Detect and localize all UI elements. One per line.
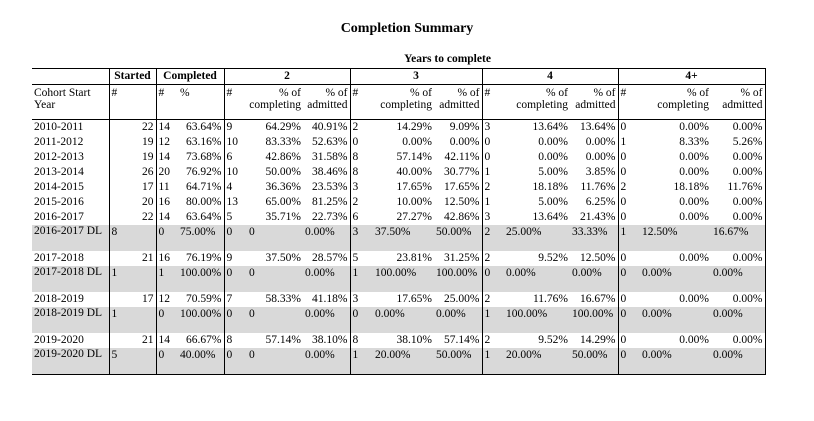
y4plus-pct-completing-cell: 18.18% [673, 181, 709, 193]
cohort-year-cell: 2012-2013 [32, 150, 109, 165]
y4plus-pct-admitted-cell: 0.00% [711, 165, 765, 180]
y4-count-cell: 2 [484, 334, 491, 346]
y4-pct-admitted-cell: 0.00% [570, 150, 618, 165]
y3-pct-completing-cell: 23.81% [396, 252, 432, 264]
group-header-4plus: 4+ [618, 69, 765, 85]
y2-pct-admitted-cell: 31.58% [303, 150, 350, 165]
y3-count-cell: 5 [352, 252, 359, 264]
completed-count-cell: 20 [158, 166, 170, 178]
y4plus-count-cell: 0 [618, 348, 640, 375]
y3-pct-admitted-cell: 50.00% [434, 225, 482, 251]
cohort-year-cell: 2018-2019 DL [32, 307, 109, 333]
y3-pct-completing-cell: 37.50% [373, 225, 434, 251]
y4-pct-completing-cell: 25.00% [504, 225, 570, 251]
completed-pct-cell: 76.92% [178, 165, 224, 180]
y2-pct-admitted-cell: 22.73% [303, 210, 350, 225]
y3-count-cell: 6 [352, 211, 359, 223]
completed-count-cell: 14 [158, 121, 170, 133]
y4plus-count-cell: 0 [620, 121, 627, 133]
y3-pct-admitted-cell: 17.65% [434, 180, 482, 195]
completed-count-cell: 12 [158, 136, 170, 148]
y4plus-count-cell: 0 [620, 252, 627, 264]
y3-pct-admitted-cell: 25.00% [434, 292, 482, 307]
completed-pct-cell: 76.19% [178, 251, 224, 266]
y4-count-cell: 1 [482, 348, 504, 375]
y3-count-cell: 1 [350, 348, 373, 375]
y4-count-cell: 0 [484, 151, 491, 163]
y4-pct-admitted-cell: 21.43% [570, 210, 618, 225]
completed-pct-cell: 40.00% [178, 348, 224, 375]
completed-pct-cell: 66.67% [178, 333, 224, 348]
y3-pct-completing-cell: 0.00% [373, 307, 434, 333]
y3-pct-completing-cell: 100.00% [373, 266, 434, 292]
y4-pct-admitted-cell: 13.64% [570, 120, 618, 136]
y4plus-pct-completing-cell: 0.00% [640, 266, 711, 292]
y4plus-pct-completing-cell: 12.50% [640, 225, 711, 251]
y2-count-header: # [224, 85, 247, 120]
y4-count-cell: 0 [482, 266, 504, 292]
completed-count-header: # [156, 85, 178, 120]
y4-pct-completing-cell: 11.76% [532, 293, 568, 305]
y2-pct-admitted-cell: 23.53% [303, 180, 350, 195]
y3-pct-admitted-cell: 0.00% [434, 307, 482, 333]
completed-count-cell: 16 [158, 252, 170, 264]
y2-count-cell: 8 [226, 334, 233, 346]
y4plus-pct-completing-cell: 0.00% [679, 121, 709, 133]
y4-pct-admitted-cell: 16.67% [570, 292, 618, 307]
completed-pct-cell: 63.16% [178, 135, 224, 150]
cohort-year-cell: 2018-2019 [32, 292, 109, 307]
y3-count-cell: 3 [350, 225, 373, 251]
cohort-start-year-header: Cohort Start Year [32, 85, 109, 120]
y2-pct-completing-cell: 0 [247, 225, 303, 251]
y4plus-pct-completing-cell: 0.00% [679, 196, 709, 208]
y4plus-pct-admitted-cell: 0.00% [711, 150, 765, 165]
y2-count-cell: 0 [224, 225, 247, 251]
y4plus-count-cell: 0 [620, 151, 627, 163]
page-title: Completion Summary [340, 21, 474, 36]
y4plus-count-cell: 0 [620, 196, 627, 208]
y4-count-cell: 1 [484, 196, 491, 208]
table-row [32, 195, 765, 210]
y2-count-cell: 0 [224, 348, 247, 375]
started-cell: 17 [109, 292, 156, 307]
y3-pct-completing-cell: 57.14% [396, 151, 432, 163]
y2-pct-completing-cell: 0 [247, 307, 303, 333]
table-row [32, 251, 765, 266]
corner-cell [32, 69, 109, 85]
y3-pct-completing-cell: 27.27% [396, 211, 432, 223]
cohort-year-cell: 2015-2016 [32, 195, 109, 210]
y4plus-pct-admitted-cell: 0.00% [711, 307, 765, 333]
started-cell: 17 [109, 180, 156, 195]
y4plus-pct-completing-cell: 0.00% [640, 348, 711, 375]
y2-pct-completing-cell: 83.33% [265, 136, 301, 148]
y4-count-cell: 2 [484, 181, 491, 193]
y3-pct-completing-cell: 17.65% [396, 181, 432, 193]
y4plus-pct-completing-cell: 0.00% [679, 252, 709, 264]
years-to-complete-heading: Years to complete [404, 53, 491, 65]
started-cell: 21 [109, 333, 156, 348]
y2-count-cell: 0 [224, 307, 247, 333]
y4plus-pct-admitted-cell: 0.00% [711, 195, 765, 210]
started-cell: 19 [109, 150, 156, 165]
y3-pct-admitted-cell: 31.25% [434, 251, 482, 266]
cohort-year-cell: 2013-2014 [32, 165, 109, 180]
y3-pct-admitted-cell: 0.00% [434, 135, 482, 150]
table-row [32, 135, 765, 150]
completed-pct-header: % [178, 85, 224, 120]
y4-count-cell: 2 [484, 252, 491, 264]
started-cell: 26 [109, 165, 156, 180]
y4plus-pct-completing-cell: 0.00% [679, 166, 709, 178]
y2-pct-admitted-cell: 0.00% [303, 307, 350, 333]
y4-pct-completing-cell: 5.00% [538, 166, 568, 178]
y3-pct-admitted-cell: 100.00% [434, 266, 482, 292]
cohort-year-cell: 2016-2017 [32, 210, 109, 225]
y3-pct-completing-cell: 40.00% [396, 166, 432, 178]
y2-pct-completing-cell: 35.71% [265, 211, 301, 223]
y3-count-cell: 8 [352, 334, 359, 346]
y2-count-cell: 4 [226, 181, 233, 193]
cohort-year-cell: 2019-2020 [32, 333, 109, 348]
y4plus-count-cell: 0 [618, 307, 640, 333]
y4plus-pct-completing-cell: 0.00% [679, 334, 709, 346]
y4-pct-admitted-cell: 100.00% [570, 307, 618, 333]
y4-count-cell: 3 [484, 211, 491, 223]
y4-pct-completing-cell: 0.00% [538, 151, 568, 163]
started-cell: 1 [109, 266, 156, 292]
completed-pct-cell: 100.00% [178, 307, 224, 333]
y3-count-cell: 1 [350, 266, 373, 292]
y4plus-pct-completing-header: % of completing [640, 85, 711, 120]
completed-count-cell: 0 [156, 307, 178, 333]
y4-pct-completing-cell: 0.00% [538, 136, 568, 148]
group-header-3: 3 [350, 69, 482, 85]
y4-count-cell: 1 [484, 166, 491, 178]
y2-pct-completing-cell: 65.00% [265, 196, 301, 208]
y3-pct-completing-cell: 0.00% [402, 136, 432, 148]
y3-pct-completing-cell: 10.00% [396, 196, 432, 208]
y4plus-pct-completing-cell: 8.33% [679, 136, 709, 148]
y2-pct-completing-cell: 36.36% [265, 181, 301, 193]
y3-pct-completing-cell: 14.29% [396, 121, 432, 133]
y4-pct-completing-cell: 9.52% [538, 252, 568, 264]
y4plus-pct-admitted-cell: 0.00% [711, 210, 765, 225]
y3-pct-admitted-cell: 50.00% [434, 348, 482, 375]
completed-pct-cell: 75.00% [178, 225, 224, 251]
y4-pct-admitted-cell: 0.00% [570, 135, 618, 150]
table-row [32, 307, 765, 333]
started-cell: 5 [109, 348, 156, 375]
table-row [32, 292, 765, 307]
completed-count-cell: 0 [156, 225, 178, 251]
y4plus-pct-admitted-cell: 0.00% [711, 266, 765, 292]
table-row [32, 333, 765, 348]
y4plus-count-cell: 0 [620, 211, 627, 223]
y4-pct-admitted-cell: 14.29% [570, 333, 618, 348]
y4-pct-completing-header: % of completing [504, 85, 570, 120]
table-row [32, 120, 765, 136]
y2-pct-completing-cell: 57.14% [265, 334, 301, 346]
y4plus-pct-admitted-cell: 11.76% [711, 180, 765, 195]
y4plus-count-cell: 1 [620, 136, 627, 148]
started-cell: 22 [109, 210, 156, 225]
y3-pct-admitted-cell: 9.09% [434, 120, 482, 136]
y3-count-cell: 3 [352, 181, 359, 193]
cohort-year-cell: 2011-2012 [32, 135, 109, 150]
y4plus-pct-admitted-cell: 0.00% [711, 251, 765, 266]
started-cell: 1 [109, 307, 156, 333]
y3-pct-completing-cell: 17.65% [396, 293, 432, 305]
y2-pct-completing-cell: 50.00% [265, 166, 301, 178]
y4-pct-admitted-cell: 50.00% [570, 348, 618, 375]
y3-count-header: # [350, 85, 373, 120]
cohort-year-cell: 2014-2015 [32, 180, 109, 195]
y4-pct-admitted-header: % of admitted [570, 85, 618, 120]
y4-pct-completing-cell: 5.00% [538, 196, 568, 208]
y4-pct-completing-cell: 13.64% [532, 121, 568, 133]
y4-count-cell: 2 [484, 293, 491, 305]
y2-count-cell: 10 [226, 136, 238, 148]
table-row [32, 165, 765, 180]
y4-pct-admitted-cell: 3.85% [570, 165, 618, 180]
y2-pct-admitted-cell: 38.46% [303, 165, 350, 180]
y4-pct-admitted-cell: 12.50% [570, 251, 618, 266]
y3-count-cell: 2 [352, 121, 359, 133]
y3-count-cell: 0 [350, 307, 373, 333]
y4plus-count-header: # [618, 85, 640, 120]
y2-count-cell: 5 [226, 211, 233, 223]
y3-count-cell: 2 [352, 196, 359, 208]
y2-pct-admitted-cell: 41.18% [303, 292, 350, 307]
y4plus-pct-admitted-header: % of admitted [711, 85, 765, 120]
y4-count-cell: 3 [484, 121, 491, 133]
y2-pct-completing-cell: 0 [247, 266, 303, 292]
y4plus-count-cell: 0 [618, 266, 640, 292]
completed-count-cell: 11 [158, 181, 170, 193]
y2-pct-admitted-cell: 28.57% [303, 251, 350, 266]
y4plus-count-cell: 2 [620, 181, 627, 193]
y4-count-cell: 1 [482, 307, 504, 333]
y4plus-pct-admitted-cell: 0.00% [711, 292, 765, 307]
y2-count-cell: 6 [226, 151, 233, 163]
completed-pct-cell: 100.00% [178, 266, 224, 292]
group-header-4: 4 [482, 69, 618, 85]
completed-pct-cell: 63.64% [178, 210, 224, 225]
completed-pct-cell: 64.71% [178, 180, 224, 195]
y2-pct-admitted-cell: 52.63% [303, 135, 350, 150]
cohort-year-cell: 2017-2018 DL [32, 266, 109, 292]
cohort-year-cell: 2019-2020 DL [32, 348, 109, 375]
y4plus-pct-admitted-cell: 5.26% [711, 135, 765, 150]
y4-pct-completing-cell: 0.00% [504, 266, 570, 292]
group-header-2: 2 [224, 69, 350, 85]
y3-pct-admitted-cell: 42.86% [434, 210, 482, 225]
y4-pct-completing-cell: 13.64% [532, 211, 568, 223]
table-row [32, 210, 765, 225]
y4-count-cell: 2 [482, 225, 504, 251]
y2-pct-completing-cell: 64.29% [265, 121, 301, 133]
y2-pct-completing-cell: 37.50% [265, 252, 301, 264]
completion-summary-table [32, 68, 766, 375]
y3-count-cell: 8 [352, 151, 359, 163]
y2-pct-admitted-header: % of admitted [303, 85, 350, 120]
y4-count-cell: 0 [484, 136, 491, 148]
y3-pct-completing-cell: 20.00% [373, 348, 434, 375]
y4plus-pct-admitted-cell: 0.00% [711, 348, 765, 375]
y3-pct-completing-cell: 38.10% [396, 334, 432, 346]
y3-pct-admitted-cell: 30.77% [434, 165, 482, 180]
y3-count-cell: 0 [352, 136, 359, 148]
table-row [32, 180, 765, 195]
completed-count-cell: 14 [158, 211, 170, 223]
y4-pct-completing-cell: 100.00% [504, 307, 570, 333]
completed-pct-cell: 70.59% [178, 292, 224, 307]
y4plus-pct-completing-cell: 0.00% [679, 151, 709, 163]
y4plus-count-cell: 0 [620, 293, 627, 305]
y3-pct-completing-header: % of completing [373, 85, 434, 120]
y2-pct-completing-cell: 42.86% [265, 151, 301, 163]
y2-count-cell: 10 [226, 166, 238, 178]
started-cell: 22 [109, 120, 156, 136]
completed-pct-cell: 63.64% [178, 120, 224, 136]
completed-pct-cell: 80.00% [178, 195, 224, 210]
started-cell: 21 [109, 251, 156, 266]
y2-pct-admitted-cell: 0.00% [303, 266, 350, 292]
y4plus-count-cell: 0 [620, 166, 627, 178]
y4plus-count-cell: 1 [618, 225, 640, 251]
completed-count-cell: 12 [158, 293, 170, 305]
y2-pct-admitted-cell: 0.00% [303, 348, 350, 375]
y2-count-cell: 9 [226, 252, 233, 264]
table-row [32, 225, 765, 251]
y3-pct-admitted-cell: 57.14% [434, 333, 482, 348]
y2-pct-admitted-cell: 40.91% [303, 120, 350, 136]
completed-count-cell: 14 [158, 151, 170, 163]
y2-pct-completing-cell: 58.33% [265, 293, 301, 305]
started-header: Started [109, 69, 156, 85]
y4-pct-completing-cell: 9.52% [538, 334, 568, 346]
y4plus-pct-completing-cell: 0.00% [640, 307, 711, 333]
cohort-year-cell: 2010-2011 [32, 120, 109, 136]
table-row [32, 266, 765, 292]
y2-pct-completing-header: % of completing [247, 85, 303, 120]
y2-pct-admitted-cell: 81.25% [303, 195, 350, 210]
y3-count-cell: 8 [352, 166, 359, 178]
completed-header: Completed [156, 69, 224, 85]
y2-count-cell: 7 [226, 293, 233, 305]
y3-count-cell: 3 [352, 293, 359, 305]
y4-pct-completing-cell: 20.00% [504, 348, 570, 375]
completed-pct-cell: 73.68% [178, 150, 224, 165]
y4-pct-completing-cell: 18.18% [532, 181, 568, 193]
y4plus-pct-completing-cell: 0.00% [679, 293, 709, 305]
y4plus-pct-admitted-cell: 16.67% [711, 225, 765, 251]
cohort-year-cell: 2017-2018 [32, 251, 109, 266]
table-row [32, 150, 765, 165]
y4-pct-admitted-cell: 11.76% [570, 180, 618, 195]
started-cell: 20 [109, 195, 156, 210]
y4plus-pct-completing-cell: 0.00% [679, 211, 709, 223]
y3-pct-admitted-cell: 12.50% [434, 195, 482, 210]
started-cell: 19 [109, 135, 156, 150]
y2-pct-completing-cell: 0 [247, 348, 303, 375]
started-cell: 8 [109, 225, 156, 251]
completed-count-cell: 1 [156, 266, 178, 292]
y3-pct-admitted-header: % of admitted [434, 85, 482, 120]
table-body [32, 120, 765, 375]
y2-count-cell: 0 [224, 266, 247, 292]
y4-count-header: # [482, 85, 504, 120]
y4plus-pct-admitted-cell: 0.00% [711, 333, 765, 348]
started-count-header: # [109, 85, 156, 120]
y4plus-pct-admitted-cell: 0.00% [711, 120, 765, 136]
cohort-year-cell: 2016-2017 DL [32, 225, 109, 251]
y4-pct-admitted-cell: 0.00% [570, 266, 618, 292]
table-row [32, 348, 765, 375]
y2-pct-admitted-cell: 0.00% [303, 225, 350, 251]
y4-pct-admitted-cell: 6.25% [570, 195, 618, 210]
y4plus-count-cell: 0 [620, 334, 627, 346]
y2-count-cell: 13 [226, 196, 238, 208]
y2-count-cell: 9 [226, 121, 233, 133]
completed-count-cell: 0 [156, 348, 178, 375]
y4-pct-admitted-cell: 33.33% [570, 225, 618, 251]
y3-pct-admitted-cell: 42.11% [434, 150, 482, 165]
completed-count-cell: 16 [158, 196, 170, 208]
y2-pct-admitted-cell: 38.10% [303, 333, 350, 348]
completed-count-cell: 14 [158, 334, 170, 346]
